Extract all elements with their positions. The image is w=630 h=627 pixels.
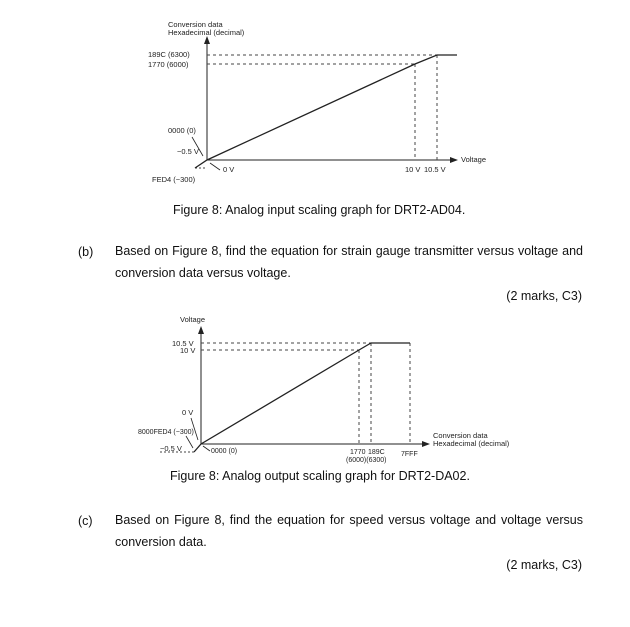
question-b-text: Based on Figure 8, find the equation for strain gauge transmitter versus voltage and conversion data versus voltage. xyxy=(115,244,583,280)
question-b-label: (b) xyxy=(78,245,94,259)
x-tick-neg05: −0.5 V xyxy=(177,147,199,156)
x-axis-arrow-b xyxy=(422,441,430,447)
x-tick-7fff: 7FFF xyxy=(401,451,418,458)
y-tick-6300: 189C (6300) xyxy=(148,50,190,59)
x-tick-decimals: (6000)(6300) xyxy=(346,457,387,464)
question-b-marks: (2 marks, C3) xyxy=(506,289,582,303)
callout-8000 xyxy=(186,436,193,448)
series-line-b xyxy=(194,343,410,452)
y-tick-6000: 1770 (6000) xyxy=(148,60,189,69)
y-label-1: Conversion data xyxy=(168,20,223,29)
y-tick-10v: 10 V xyxy=(180,346,196,355)
figure-caption-b: Figure 8: Analog output scaling graph for DRT2-DA02. xyxy=(170,469,470,483)
figure-caption-a: Figure 8: Analog input scaling graph for DRT2-AD04. xyxy=(173,203,466,217)
y-tick-neg05v: −0.5 V xyxy=(160,444,182,453)
y-tick-0v: 0 V xyxy=(182,408,194,417)
x-tick-0000: 0000 (0) xyxy=(211,448,238,455)
x-label-b-1: Conversion data xyxy=(433,431,488,440)
y-tick-10-5v: 10.5 V xyxy=(172,339,194,348)
x-label-b-2: Hexadecimal (decimal) xyxy=(433,439,510,448)
x-tick-1770: 1770 xyxy=(350,449,366,456)
callout-0000 xyxy=(203,446,210,451)
y-tick-0: 0000 (0) xyxy=(168,126,196,135)
question-c-text: Based on Figure 8, find the equation for speed versus voltage and voltage versus conversion data. xyxy=(115,513,583,549)
question-c-label: (c) xyxy=(78,514,93,528)
y-tick-neg: FED4 (−300) xyxy=(152,175,196,184)
y-label-b: Voltage xyxy=(180,315,206,324)
x-tick-10-5v: 10.5 V xyxy=(424,165,446,174)
x-tick-8000: 8000FED4 (−300) xyxy=(138,429,194,436)
x-tick-0v: 0 V xyxy=(223,165,235,174)
x-tick-189c: 189C xyxy=(368,449,385,456)
x-label: Voltage xyxy=(461,155,487,164)
y-label-2: Hexadecimal (decimal) xyxy=(168,28,245,37)
question-c-marks: (2 marks, C3) xyxy=(506,558,582,572)
y-axis-arrow-b xyxy=(198,326,204,334)
x-tick-10v: 10 V xyxy=(405,165,421,174)
